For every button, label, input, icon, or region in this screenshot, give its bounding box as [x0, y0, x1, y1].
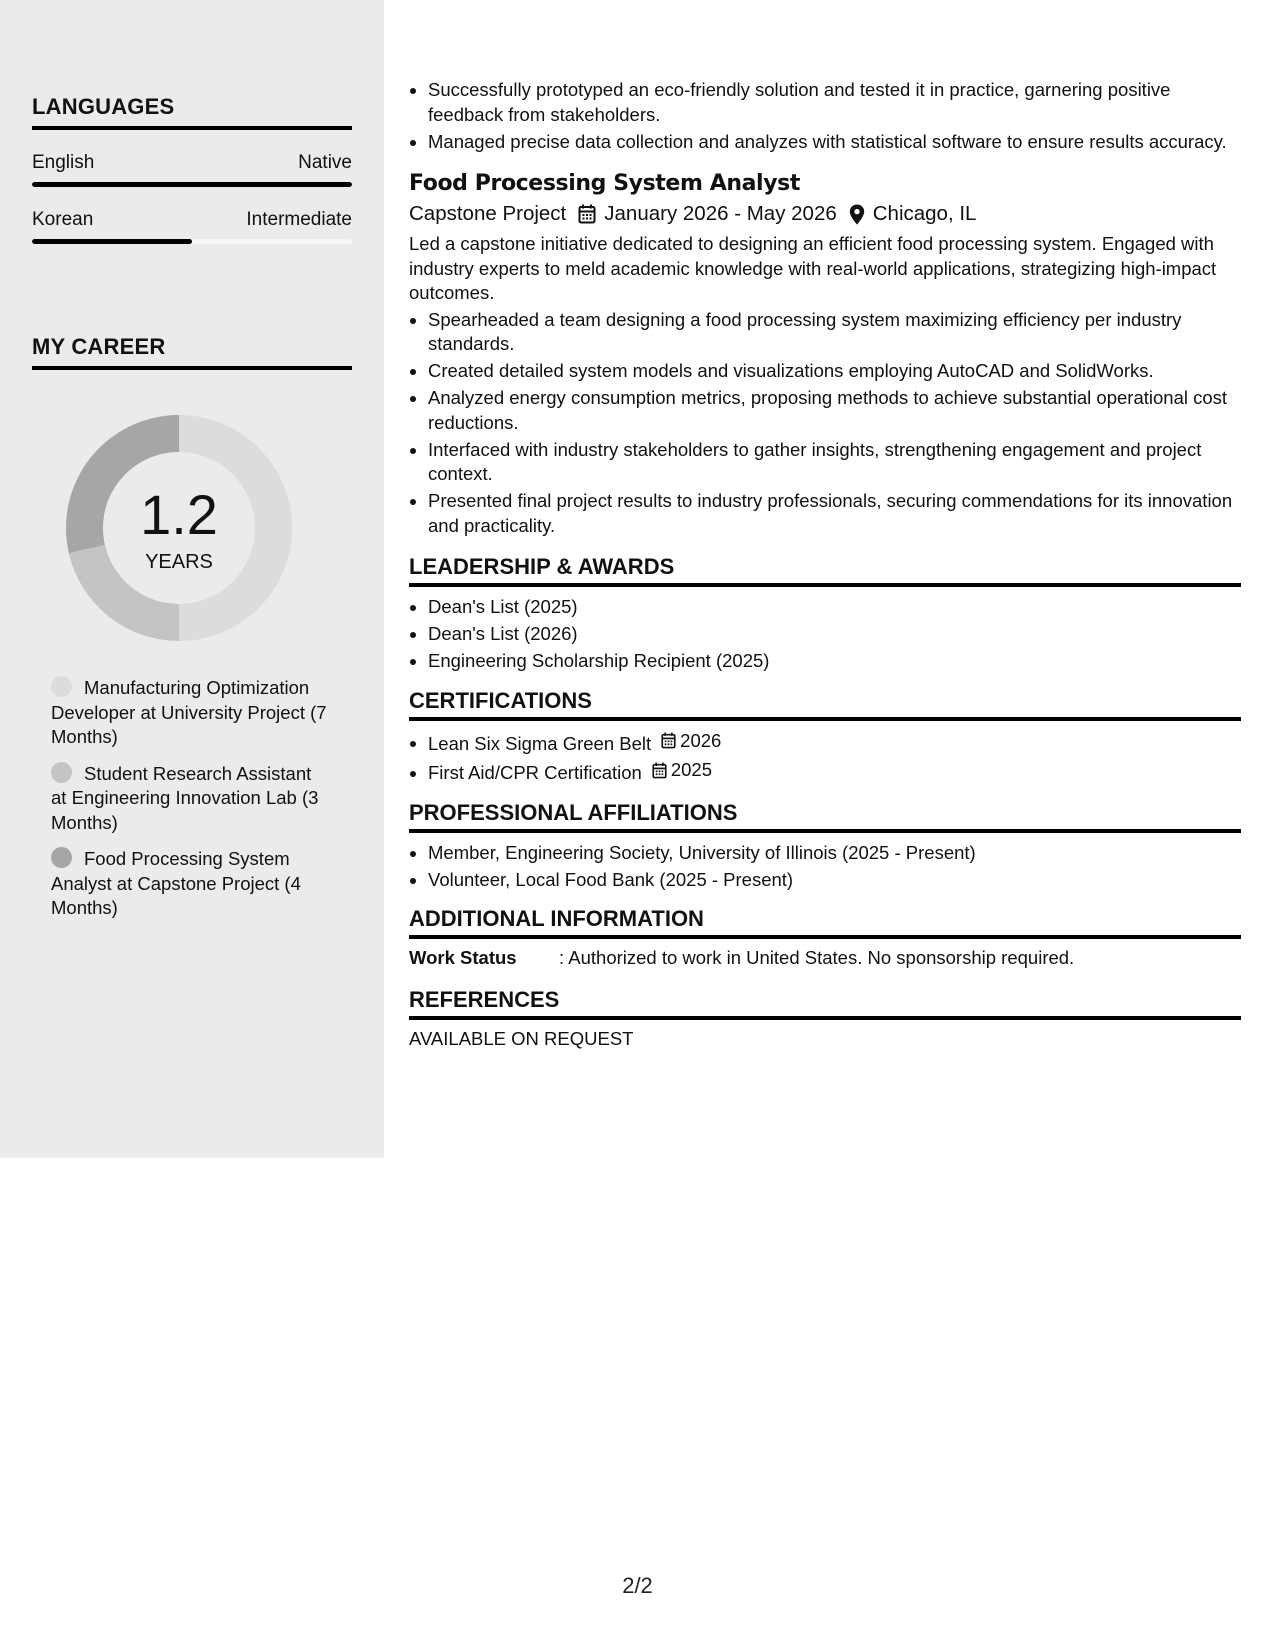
languages-section — [32, 94, 352, 244]
calendar-icon — [652, 762, 667, 779]
references-text: AVAILABLE ON REQUEST — [409, 1028, 634, 1049]
career-total-value: 1.2 — [140, 483, 218, 546]
bullet-item: • Successfully prototyped an eco-friendly solution and tested it in practice, garnering positive feedback from stakeholders. — [428, 78, 1241, 127]
job-meta — [409, 202, 1241, 226]
language-level: Intermediate — [246, 209, 352, 230]
certification-year: 2026 — [680, 729, 722, 751]
career-donut-chart — [66, 415, 292, 641]
language-item — [32, 209, 352, 244]
affiliation-item: • Member, Engineering Society, University of Illinois (2025 - Present) — [428, 841, 1241, 866]
leadership-heading: LEADERSHIP & AWARDS — [409, 554, 1241, 587]
award-item: • Dean's List (2026) — [428, 622, 1241, 647]
job-dates: January 2026 - May 2026 — [604, 202, 837, 225]
affiliations-list — [409, 841, 1241, 893]
location-pin-icon — [849, 204, 865, 225]
bullet-item: • Created detailed system models and visualizations employing AutoCAD and SolidWorks. — [428, 359, 1241, 384]
references-heading: REFERENCES — [409, 987, 1241, 1020]
job-bullets — [409, 308, 1241, 539]
additional-info-heading: ADDITIONAL INFORMATION — [409, 906, 1241, 939]
career-legend — [51, 676, 331, 933]
career-legend-item — [51, 847, 331, 921]
certification-year: 2025 — [670, 759, 712, 781]
certification-name: Lean Six Sigma Green Belt — [428, 732, 652, 754]
career-legend-item — [51, 762, 331, 836]
career-heading: MY CAREER — [32, 334, 352, 370]
award-item: • Engineering Scholarship Recipient (2025) — [428, 649, 1241, 674]
legend-dot — [51, 676, 72, 697]
previous-job-bullets — [409, 78, 1241, 154]
main-content — [409, 78, 1241, 1050]
language-proficiency-fill — [32, 239, 192, 244]
career-legend-text: Food Processing System Analyst at Capstone Project (4 Months) — [51, 848, 301, 918]
work-status-row — [409, 947, 1241, 969]
certifications-list — [409, 729, 1241, 786]
work-status-label: Work Status — [409, 947, 517, 968]
career-legend-item — [51, 676, 331, 750]
job-location: Chicago, IL — [872, 202, 977, 225]
job-org: Capstone Project — [409, 202, 567, 225]
language-level: Native — [298, 152, 352, 173]
calendar-icon — [661, 732, 676, 749]
job-title: Food Processing System Analyst — [409, 171, 800, 196]
certification-item — [428, 758, 1241, 785]
career-total-unit: YEARS — [145, 551, 213, 573]
career-legend-text: Manufacturing Optimization Developer at University Project (7 Months) — [51, 677, 327, 747]
bullet-item: • Spearheaded a team designing a food processing system maximizing efficiency per industry standards. — [428, 308, 1241, 357]
page-number: 2/2 — [622, 1573, 653, 1598]
legend-dot — [51, 762, 72, 783]
award-item: • Dean's List (2025) — [428, 595, 1241, 620]
language-proficiency-bar — [32, 182, 352, 187]
bullet-item: • Presented final project results to industry professionals, securing commendations for its innovation and practicality. — [428, 489, 1241, 538]
job-description: Led a capstone initiative dedicated to designing an efficient food processing system. Engaged with industry experts to meld academic knowledge with real-world applications, strategizing high-impact outcomes. — [409, 233, 1217, 303]
legend-dot — [51, 847, 72, 868]
bullet-item: • Analyzed energy consumption metrics, proposing methods to achieve substantial operational cost reductions. — [428, 386, 1241, 435]
language-name: English — [32, 152, 95, 173]
leadership-list — [409, 595, 1241, 674]
language-proficiency-bar — [32, 239, 352, 244]
language-proficiency-fill — [32, 182, 352, 187]
affiliations-heading: PROFESSIONAL AFFILIATIONS — [409, 800, 1241, 833]
language-name: Korean — [32, 209, 94, 230]
language-item — [32, 152, 352, 187]
languages-heading: LANGUAGES — [32, 94, 352, 130]
affiliation-item: • Volunteer, Local Food Bank (2025 - Present) — [428, 868, 1241, 893]
career-legend-text: Student Research Assistant at Engineering Innovation Lab (3 Months) — [51, 762, 319, 833]
work-status-value: : Authorized to work in United States. No sponsorship required. — [559, 947, 1075, 968]
calendar-icon — [578, 204, 596, 224]
career-section — [32, 334, 352, 370]
certification-name: First Aid/CPR Certification — [428, 762, 642, 783]
bullet-item: • Managed precise data collection and analyzes with statistical software to ensure results accuracy. — [428, 130, 1241, 155]
certification-item — [428, 729, 1241, 756]
certifications-heading: CERTIFICATIONS — [409, 688, 1241, 721]
sidebar — [0, 0, 384, 1158]
bullet-item: • Interfaced with industry stakeholders to gather insights, strengthening engagement and project context. — [428, 438, 1241, 487]
